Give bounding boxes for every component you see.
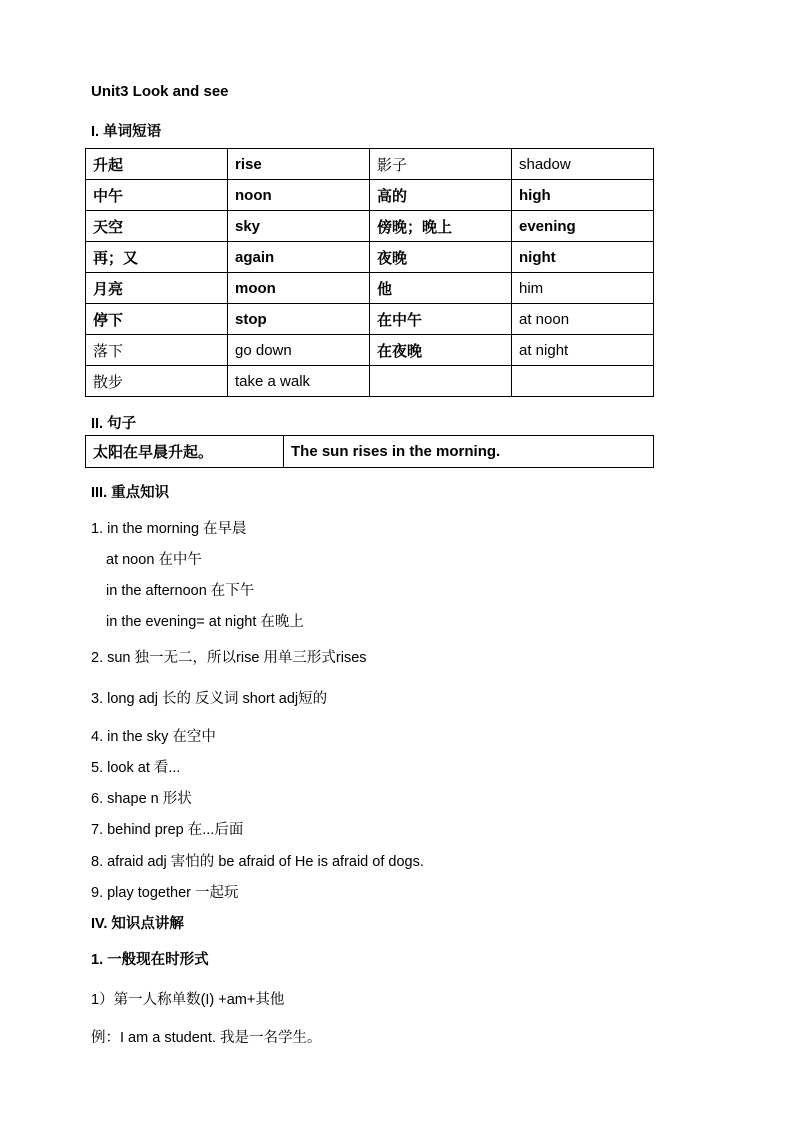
vocab-english-cell: rise (228, 149, 370, 180)
section-heading-explanation: IV. 知识点讲解 (91, 916, 184, 932)
key-point-item: in the evening= at night 在晚上 (106, 614, 304, 630)
vocab-english-cell: take a walk (228, 366, 370, 397)
vocab-english-cell: high (512, 180, 654, 211)
vocab-english-cell: sky (228, 211, 370, 242)
vocab-row (86, 242, 654, 273)
vocab-english-cell: again (228, 242, 370, 273)
section-heading-sentences: II. 句子 (91, 416, 137, 432)
key-point-item: 7. behind prep 在...后面 (91, 822, 244, 838)
vocab-chinese-cell: 天空 (86, 211, 228, 242)
vocab-english-cell: stop (228, 304, 370, 335)
key-point-item: 2. sun 独一无二，所以rise 用单三形式rises (91, 650, 367, 666)
vocab-chinese-cell: 高的 (370, 180, 512, 211)
vocab-chinese-cell: 中午 (86, 180, 228, 211)
subheading-simple-present: 1. 一般现在时形式 (91, 952, 209, 968)
vocab-english-cell: noon (228, 180, 370, 211)
vocab-english-cell: moon (228, 273, 370, 304)
sentence-chinese: 太阳在早晨升起。 (86, 436, 284, 468)
vocab-chinese-cell: 落下 (86, 335, 228, 366)
vocab-chinese-cell: 傍晚；晚上 (370, 211, 512, 242)
key-point-item: 3. long adj 长的 反义词 short adj短的 (91, 691, 328, 707)
vocab-chinese-cell: 升起 (86, 149, 228, 180)
section-heading-key-points: III. 重点知识 (91, 485, 170, 501)
vocabulary-table (85, 148, 654, 397)
grammar-example: 例：I am a student. 我是一名学生。 (91, 1030, 322, 1046)
vocab-english-cell: evening (512, 211, 654, 242)
vocab-row (86, 304, 654, 335)
vocab-chinese-cell: 夜晚 (370, 242, 512, 273)
sentence-table (85, 435, 654, 468)
key-point-item: 5. look at 看... (91, 760, 181, 776)
key-point-item: 4. in the sky 在空中 (91, 729, 216, 745)
vocab-english-cell: night (512, 242, 654, 273)
vocab-english-cell (512, 366, 654, 397)
key-point-item: in the afternoon 在下午 (106, 583, 255, 599)
vocab-row (86, 366, 654, 397)
vocab-chinese-cell: 散步 (86, 366, 228, 397)
sentence-row (86, 436, 654, 468)
vocab-row (86, 180, 654, 211)
page-title: Unit3 Look and see (91, 83, 229, 100)
vocab-row (86, 149, 654, 180)
vocab-english-cell: shadow (512, 149, 654, 180)
grammar-rule: 1）第一人称单数(I) +am+其他 (91, 992, 285, 1008)
sentence-english: The sun rises in the morning. (284, 436, 654, 468)
key-point-item: 1. in the morning 在早晨 (91, 521, 247, 537)
vocab-english-cell: at noon (512, 304, 654, 335)
vocab-english-cell: go down (228, 335, 370, 366)
vocab-english-cell: at night (512, 335, 654, 366)
vocab-chinese-cell: 再；又 (86, 242, 228, 273)
key-point-item: 8. afraid adj 害怕的 be afraid of He is afraid of dogs. (91, 854, 424, 870)
vocab-chinese-cell: 他 (370, 273, 512, 304)
vocab-row (86, 211, 654, 242)
vocab-row (86, 273, 654, 304)
vocab-english-cell: him (512, 273, 654, 304)
key-point-item: 9. play together 一起玩 (91, 885, 239, 901)
key-point-item: 6. shape n 形状 (91, 791, 192, 807)
key-point-item: at noon 在中午 (106, 552, 202, 568)
vocab-chinese-cell: 停下 (86, 304, 228, 335)
section-heading-vocabulary: I. 单词短语 (91, 124, 162, 140)
vocab-chinese-cell: 在中午 (370, 304, 512, 335)
vocab-chinese-cell: 在夜晚 (370, 335, 512, 366)
vocab-chinese-cell: 影子 (370, 149, 512, 180)
vocab-chinese-cell (370, 366, 512, 397)
vocab-row (86, 335, 654, 366)
vocab-chinese-cell: 月亮 (86, 273, 228, 304)
